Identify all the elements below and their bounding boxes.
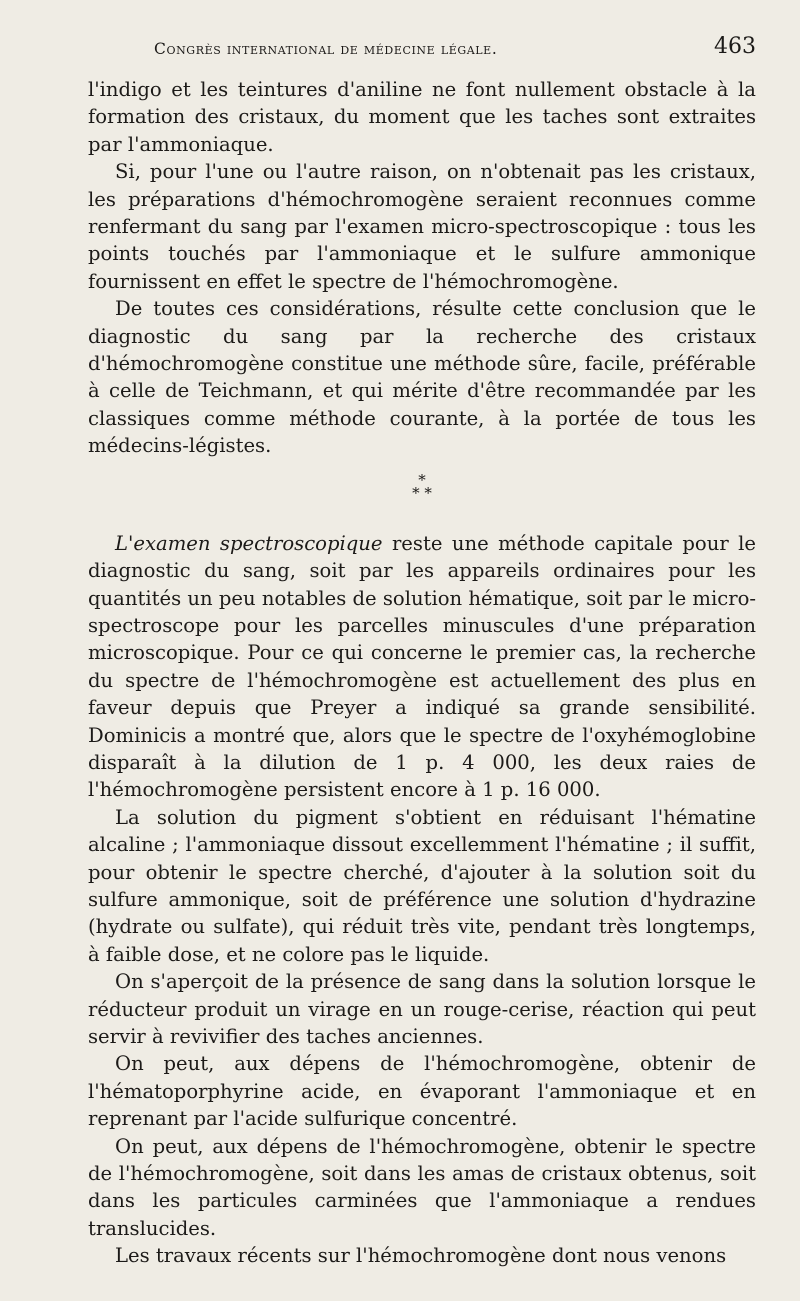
paragraph: On s'aperçoit de la présence de sang dans la solution lorsque le réducteur produit un virage en un rouge-cerise, réaction qui peut servir à revivifier des taches anciennes. — [88, 970, 756, 1048]
section-ornament — [88, 460, 756, 530]
paragraph-continues: Les travaux récents sur l'hémochromogène dont nous venons — [115, 1244, 727, 1268]
italic-term: L'examen spectroscopique — [115, 531, 383, 555]
asterism-bottom: * * — [412, 483, 432, 502]
running-title: Congrès international de médecine légale. — [154, 40, 498, 58]
paragraph: On peut, aux dépens de l'hémochromogène, obtenir le spectre de l'hémochromogène, soit dans les amas de cristaux obtenus, soit dans les particules carminées que l'ammoniaque a rendues translucides. — [88, 1134, 756, 1240]
running-head — [88, 34, 756, 64]
paragraph: De toutes ces considérations, résulte cette conclusion que le diagnostic du sang par la recherche des cristaux d'hémochromogène constitue une méthode sûre, facile, préférable à celle de Teichmann, et qui mérite d'être recommandée par les classiques comme méthode courante, à la portée de tous les médecins-légistes. — [88, 297, 756, 458]
page-number: 463 — [714, 34, 756, 59]
paragraph-spectroscopy-intro — [88, 530, 756, 804]
asterism-top: * — [418, 470, 426, 489]
paragraph-continued: l'indigo et les teintures d'aniline ne font nullement obstacle à la formation des cristaux, du moment que les taches sont extraites par l'ammoniaque. — [88, 78, 756, 156]
paragraph: La solution du pigment s'obtient en réduisant l'hématine alcaline ; l'ammoniaque dissout excellemment l'hématine ; il suffit, pour obtenir le spectre cherché, d'ajouter à la solution soit du sulfure ammonique, soit de préférence une solution d'hydrazine (hydrate ou sulfate), qui réduit très vite, pendant très longtemps, à faible dose, et ne colore pas le liquide. — [88, 805, 756, 966]
paragraph: Si, pour l'une ou l'autre raison, on n'obtenait pas les cristaux, les préparations d'hémochromogène seraient reconnues comme renfermant du sang par l'examen micro-spectroscopique : tous les points touchés par l'ammoniaque et le sulfure ammonique fournissent en effet le spectre de l'hémochromogène. — [88, 160, 756, 293]
paragraph: On peut, aux dépens de l'hémochromogène, obtenir de l'hématoporphyrine acide, en évaporant l'ammoniaque et en reprenant par l'acide sulfurique concentré. — [88, 1052, 756, 1131]
paragraph-lead-rest: reste une méthode capitale pour le diagnostic du sang, soit par les appareils ordinaires pour les quantités un peu notables de solution hématique, soit par le micro-spectroscope pour les parcelles minuscules d'une préparation microscopique. Pour ce qui concerne le premier cas, la recherche du spectre de l'hémochromogène est actuellement des plus en faveur depuis que Preyer a indiqué sa grande sensibilité. Dominicis a montré que, alors que le spectre de l'oxyhémoglobine disparaît à la dilution de 1 p. 4 000, les deux raies de l'hémochromogène persistent encore à 1 p. 16 000. — [88, 531, 756, 802]
body-text — [88, 76, 756, 1270]
